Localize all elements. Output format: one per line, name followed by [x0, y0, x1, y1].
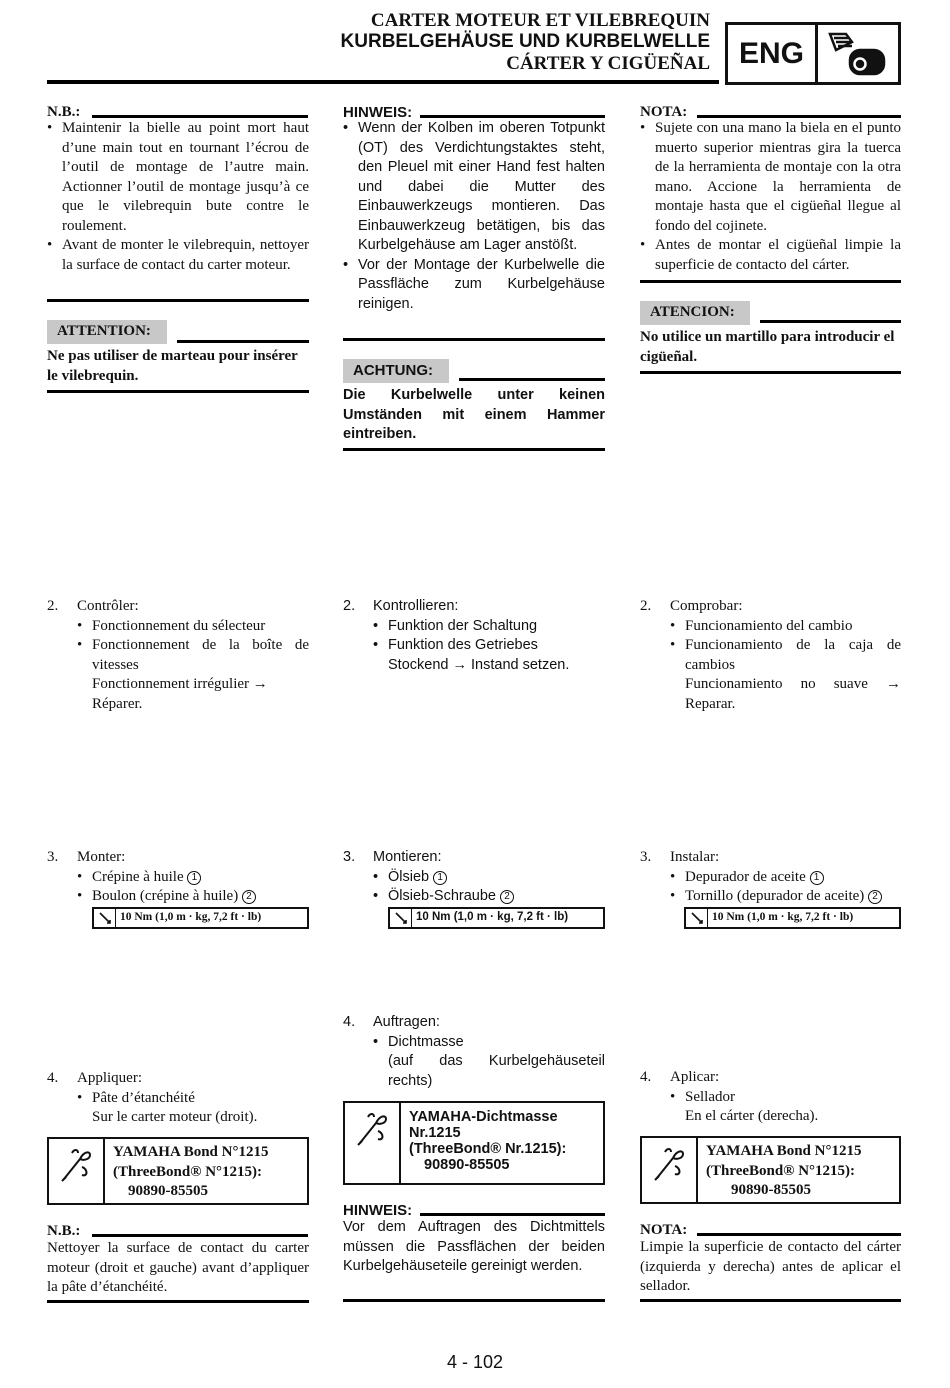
step-note: Stockend → Instand setzen.: [388, 656, 570, 673]
es-nota2-text: Limpie la superficie de contacto del cárter (izquierda y derecha) antes de aplicar el sellador.: [640, 1239, 901, 1294]
step-item: • Pâte d’étanchéité: [77, 1089, 309, 1109]
es-nota2-rule: [697, 1233, 901, 1236]
es-torque-box: [684, 907, 901, 929]
fr-step4: [47, 1069, 309, 1128]
sealant-icon: [345, 1103, 401, 1183]
step-note: (auf das Kurbelgehäuseteil rechts): [388, 1053, 605, 1089]
es-step2: [640, 597, 901, 714]
step-number: 3.: [47, 849, 59, 865]
de-hinweis2-label: HINWEIS:: [343, 1202, 413, 1219]
de-hinweis-list: [343, 119, 605, 314]
title-fr: CARTER MOTEUR ET VILEBREQUIN: [370, 10, 710, 31]
page-number: 4 - 102: [446, 1352, 504, 1372]
fr-nb2-end-rule: [47, 1300, 309, 1303]
step-item-text: Crépine à huile: [92, 868, 184, 885]
de-hinweis2-text: Vor dem Auftragen des Dichtmittels müssen die Passflächen der beiden Kurbelgehäuseteile gereinigt werden.: [343, 1219, 605, 1274]
step-title: Appliquer:: [77, 1070, 142, 1086]
step-item: [77, 887, 309, 907]
es-nota2-label: NOTA:: [640, 1222, 688, 1238]
es-atencion-label: ATENCION:: [640, 301, 750, 325]
step-title: Monter:: [77, 849, 126, 865]
step-note: Sur le carter moteur (droit).: [92, 1109, 258, 1125]
de-sealant-box: [343, 1101, 605, 1185]
seal-line: 90890-85505: [128, 1183, 208, 1199]
ref-circle: 2: [868, 890, 882, 904]
fr-nb-label: N.B.:: [47, 104, 81, 120]
eng-badge: [725, 22, 901, 85]
de-hinweis2-rule: [420, 1213, 605, 1216]
ref-circle: 2: [500, 890, 514, 904]
step-item-text: Ölsieb-Schraube: [388, 888, 496, 904]
step-item: • Dichtmasse: [373, 1033, 605, 1053]
fr-torque-box: [92, 907, 309, 929]
de-achtung-text: Die Kurbelwelle unter keinen Umständen mit einem Hammer eintreiben.: [343, 387, 605, 442]
title-es: CÁRTER Y CIGÜEÑAL: [506, 53, 710, 74]
de-hinweis-rule: [420, 115, 605, 118]
step-number: 3.: [640, 849, 652, 865]
es-step4: [640, 1068, 901, 1127]
step-number: 4.: [47, 1070, 59, 1086]
es-nota-end-rule: [640, 280, 901, 283]
step-note: En el cárter (derecha).: [685, 1108, 819, 1124]
es-nota-item: • Sujete con una mano la biela en el punto muerto superior mientras gira la tuerca de la herramienta de montaje con la otra mano. Accione la herramienta de montaje hasta que el cigüeñal llegue al fondo del cojinete.: [640, 119, 901, 236]
ref-circle: 1: [187, 871, 201, 885]
fr-nb2-rule: [92, 1234, 308, 1237]
step-item: [373, 887, 605, 907]
seal-line: 90890-85505: [731, 1182, 811, 1198]
seal-line: (ThreeBond® N°1215):: [706, 1162, 856, 1179]
step-number: 2.: [47, 598, 59, 614]
fr-step2: [47, 597, 309, 714]
de-hinweis-label: HINWEIS:: [343, 104, 413, 121]
sealant-icon: [642, 1138, 698, 1202]
de-hinweis-end-rule: [343, 338, 605, 341]
seal-line: YAMAHA Bond N°1215: [706, 1143, 862, 1159]
torque-value: 10 Nm (1,0 m · kg, 7,2 ft · lb): [120, 911, 262, 924]
es-atencion-rule: [760, 320, 901, 323]
step-number: 4.: [343, 1014, 356, 1030]
fr-nb2-text: Nettoyer la surface de contact du carter moteur (droit et gauche) avant d’appliquer la pâte d’étanchéité.: [47, 1240, 309, 1295]
title-de: KURBELGEHÄUSE UND KURBELWELLE: [340, 31, 710, 52]
step-item: [670, 887, 901, 907]
seal-line: (ThreeBond® N°1215):: [113, 1163, 263, 1180]
fr-nb-list: [47, 119, 309, 275]
de-step2: [343, 597, 605, 675]
de-achtung-label: ACHTUNG:: [343, 359, 449, 383]
step-number: 3.: [343, 849, 356, 865]
step-item-text: Depurador de aceite: [685, 868, 806, 885]
step-item: • Funcionamiento del cambio: [670, 617, 901, 637]
es-atencion-end-rule: [640, 371, 901, 374]
fr-attention-rule: [177, 340, 309, 343]
es-nota-rule: [697, 115, 901, 118]
step-item: • Fonctionnement du sélecteur: [77, 617, 309, 637]
step-item: [373, 868, 605, 888]
es-sealant-box: [640, 1136, 901, 1204]
ref-circle: 1: [810, 871, 824, 885]
fr-attention-text: Ne pas utiliser de marteau pour insérer le vilebrequin.: [47, 348, 298, 384]
seal-line: YAMAHA Bond N°1215: [113, 1144, 269, 1160]
es-nota-item: • Antes de montar el cigüeñal limpie la superficie de contacto del cárter.: [640, 236, 901, 275]
es-nota-label: NOTA:: [640, 104, 688, 120]
seal-line: 90890-85505: [424, 1157, 510, 1173]
step-title: Kontrollieren:: [373, 598, 459, 614]
fr-attention-end-rule: [47, 390, 309, 393]
fr-nb-end-rule: [47, 299, 309, 302]
torque-wrench-icon: [390, 909, 412, 927]
header-rule: [47, 80, 719, 84]
step-item: • Sellador: [670, 1088, 901, 1108]
step-title: Aplicar:: [670, 1069, 720, 1085]
seal-line: YAMAHA-Dichtmasse: [409, 1109, 558, 1125]
es-nota-list: [640, 119, 901, 275]
step-item: • Funktion der Schaltung: [373, 617, 605, 637]
de-step4: [343, 1013, 605, 1091]
fr-nb2-label: N.B.:: [47, 1223, 81, 1239]
step-title: Auftragen:: [373, 1014, 440, 1030]
torque-value: 10 Nm (1,0 m · kg, 7,2 ft · lb): [416, 911, 569, 924]
de-achtung-end-rule: [343, 448, 605, 451]
de-torque-box: [388, 907, 605, 929]
step-item: • Funktion des Getriebes: [373, 636, 605, 656]
torque-value: 10 Nm (1,0 m · kg, 7,2 ft · lb): [712, 911, 854, 924]
step-note: Funcionamiento no suave → Reparar.: [685, 676, 901, 712]
step-item-text: Tornillo (depurador de aceite): [685, 888, 865, 904]
ref-circle: 2: [242, 890, 256, 904]
step-item: • Fonctionnement de la boîte de vitesses: [77, 636, 309, 675]
fr-step3: [47, 848, 309, 907]
seal-line: (ThreeBond® Nr.1215):: [409, 1141, 567, 1157]
de-hinweis2-end-rule: [343, 1299, 605, 1302]
step-title: Comprobar:: [670, 598, 743, 614]
fr-nb-item: • Maintenir la bielle au point mort haut d’une main tout en tournant l’écrou de l’outil de montage de l’autre main. Actionner l’outil de montage jusqu’à ce que le vilebrequin bute contre le roulement.: [47, 119, 309, 236]
de-hinweis-item: • Vor der Montage der Kurbelwelle die Passfläche zum Kurbelgehäuse reinigen.: [343, 256, 605, 315]
de-hinweis-item: • Wenn der Kolben im oberen Totpunkt (OT) des Verdichtungstaktes steht, den Pleuel mit einer Hand fest halten und dabei die Mutter des Einbauwerkzeugs montieren. Das Einbauwerkzeug betätigen, bis das Kurbelgehäuse am Lager anstößt.: [343, 119, 605, 256]
seal-line: Nr.1215: [409, 1125, 461, 1141]
step-number: 4.: [640, 1069, 652, 1085]
step-title: Montieren:: [373, 849, 442, 865]
es-step3: [640, 848, 901, 907]
step-item: • Funcionamiento de la caja de cambios: [670, 636, 901, 675]
es-atencion-text: No utilice un martillo para introducir el cigüeñal.: [640, 329, 895, 365]
de-achtung-rule: [459, 378, 605, 381]
fr-nb-rule: [92, 115, 308, 118]
step-title: Contrôler:: [77, 598, 139, 614]
es-nota2-end-rule: [640, 1299, 901, 1302]
eng-label: ENG: [728, 25, 818, 82]
fr-attention-label: ATTENTION:: [47, 320, 167, 344]
step-item: [77, 868, 309, 888]
step-number: 2.: [640, 598, 652, 614]
torque-wrench-icon: [94, 909, 116, 927]
ref-circle: 1: [433, 871, 447, 885]
torque-wrench-icon: [686, 909, 708, 927]
fr-sealant-box: [47, 1137, 309, 1205]
step-number: 2.: [343, 598, 356, 614]
fr-nb-item: • Avant de monter le vilebrequin, nettoyer la surface de contact du carter moteur.: [47, 236, 309, 275]
step-title: Instalar:: [670, 849, 720, 865]
step-item-text: Boulon (crépine à huile): [92, 888, 239, 904]
de-step3: [343, 848, 605, 907]
step-note: Fonctionnement irrégulier → Réparer.: [92, 676, 268, 712]
engine-icon: [818, 25, 898, 82]
sealant-icon: [49, 1139, 105, 1203]
step-item-text: Ölsieb: [388, 868, 430, 885]
step-item: [670, 868, 901, 888]
